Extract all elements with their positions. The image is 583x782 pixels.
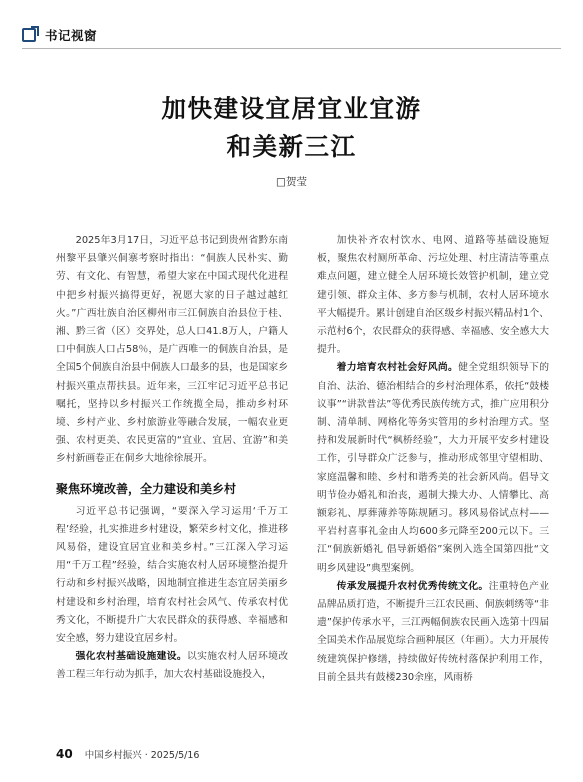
paragraph: 2025年3月17日，习近平总书记到贵州省黔东南州黎平县肇兴侗寨考察时指出：“侗族人民朴实、勤劳、有文化、有智慧，希望大家在中国式现代化进程中把乡村振兴搞得更好，祝愿大家的日子越过越红火。”广西壮族自治区柳州市三江侗族自治县位于桂、湘、黔三省（区）交界处，总人口41.8万人，户籍人口中侗族人口占58％，是广西唯一的侗族自治县，是全国5个侗族自治县中侗族人口最多的县，也是国家乡村振兴重点帮扶县。近年来，三江牢记习近平总书记嘱托，坚持以乡村振兴工作统揽全局，推动乡村环境、乡村产业、乡村旅游业等融合发展，一幅农业更强、农村更美、农民更富的“宜业、宜居、宜游”和美乡村新画卷正在侗乡大地徐徐展开。 [56, 235, 288, 465]
paragraph-lead: 传承发展提升农村优秀传统文化。 [336, 580, 489, 592]
column-header [22, 24, 97, 46]
edit-icon [22, 28, 36, 42]
paragraph: 习近平总书记强调，“要深入学习运用‘千万工程’经验，扎实推进乡村建设，繁荣乡村文化，推进移风易俗，建设宜居宜业和美乡村。”三江深入学习运用“千万工程”经验，结合实施农村人居环境整治提升行动和乡村振兴战略，因地制宜推进生态宜居美丽乡村建设和乡村治理，培育农村社会风气、传承农村优秀文化，不断提升广大农民群众的获得感、幸福感和安全感，努力建设宜居乡村。 [56, 505, 288, 645]
text-column-right [317, 232, 549, 687]
text-column-left [56, 232, 288, 685]
paragraph [317, 359, 549, 577]
publication-info: 中国乡村振兴 · 2025/5/16 [84, 750, 200, 761]
page-number: 40 [56, 747, 73, 761]
page-footer [56, 747, 199, 761]
paragraph [56, 648, 288, 684]
paragraph-lead: 着力培育农村社会好风尚。 [336, 362, 459, 374]
paragraph-body: 以实施农村人居环境改善工程三年行动为抓手，加大农村基础设施投入， [56, 651, 289, 681]
header-divider [22, 48, 561, 49]
paragraph-body: 注重特色产业品牌品质打造，不断提升三江农民画、侗族刺绣等“非遗”保护传承水平，三江两幅侗族农民画入选第十四届全国美术作品展览综合画种展区（年画）。大力开展传统建筑保护修缮，持续做好传统村落保护利用工作，目前全县共有鼓楼230余座，风雨桥 [317, 580, 550, 683]
article-title-line2: 和美新三江 [226, 132, 357, 161]
paragraph-lead: 强化农村基础设施建设。 [75, 651, 188, 663]
paragraph [317, 578, 549, 687]
article-title-line1: 加快建设宜居宜业宜游 [161, 94, 422, 123]
paragraph: 加快补齐农村饮水、电网、道路等基础设施短板，聚焦农村厕所革命、污垃处理、村庄清洁等重点难点问题，建立健全人居环境长效管护机制，建立党建引领、群众主体、多方参与机制，农村人居环境水平大幅提升。累计创建自治区级乡村振兴精品村1个、示范村6个，农民群众的获得感、幸福感、安全感大大提升。 [317, 235, 549, 356]
section-heading: 聚焦环境改善，全力建设和美乡村 [56, 481, 237, 496]
article-author: □贺莹 [276, 176, 307, 188]
paragraph-body: 健全党组织领导下的自治、法治、德治相结合的乡村治理体系，依托“鼓楼议事”“讲款普法”等优秀民族传统方式，推广应用积分制、清单制、网格化等务实管用的乡村治理方式。坚持和发展新时代“枫桥经验”，大力开展平安乡村建设工作，引导群众广泛参与，推动形成邻里守望相助、家庭温馨和睦、乡村和谐秀美的社会新风尚。倡导文明节俭办婚礼和治丧，遏制大操大办、人情攀比、高额彩礼、厚葬薄养等陈规陋习。移风易俗试点村——平岩村喜事礼金由人均600多元降至200元以下。三江“侗族新婚礼 倡导新婚俗”案例入选全国第四批“文明乡风建设”典型案例。 [317, 362, 550, 574]
column-label: 书记视窗 [45, 28, 98, 43]
